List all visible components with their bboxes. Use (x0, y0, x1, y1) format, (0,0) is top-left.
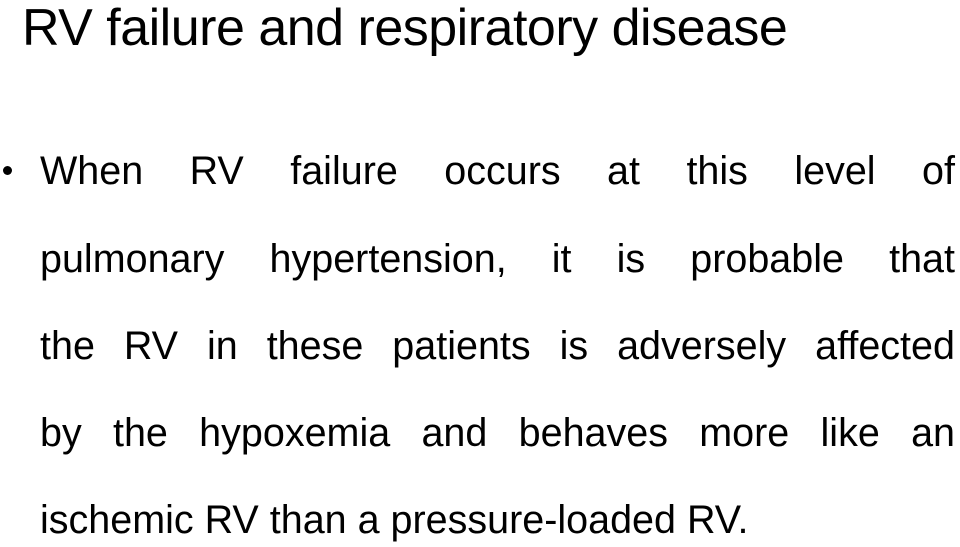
word: is (616, 237, 646, 281)
bullet-text-line-5: ischemic RV than a pressure-loaded RV. (40, 498, 749, 542)
bullet-text-line-1 (40, 148, 955, 194)
word: this (686, 149, 748, 193)
word: hypertension, (269, 237, 507, 281)
word: that (889, 237, 955, 281)
word: is (559, 324, 589, 368)
word: failure (290, 149, 398, 193)
word: affected (815, 324, 955, 368)
word: it (551, 237, 572, 281)
bullet-text-line-2 (40, 236, 955, 282)
word: hypoxemia (199, 411, 391, 455)
word: at (607, 149, 640, 193)
word: in (207, 324, 238, 368)
word: and (421, 411, 488, 455)
word: adversely (617, 324, 787, 368)
word: behaves (518, 411, 668, 455)
word: the (112, 411, 168, 455)
word: RV (123, 324, 179, 368)
word: by (40, 411, 82, 455)
word: level (794, 149, 876, 193)
word: like (820, 411, 880, 455)
word: pulmonary (40, 237, 225, 281)
word: RV (189, 149, 244, 193)
word: the (40, 324, 95, 368)
word: of (922, 149, 955, 193)
word: an (911, 411, 955, 455)
word: patients (392, 324, 531, 368)
word: occurs (444, 149, 561, 193)
bullet-text-line-3 (40, 323, 955, 369)
word: more (699, 411, 790, 455)
slide-title: RV failure and respiratory disease (22, 0, 788, 57)
word: When (40, 149, 144, 193)
bullet-dot-icon (3, 166, 12, 175)
word: these (266, 324, 364, 368)
word: probable (690, 237, 844, 281)
bullet-text-line-4 (40, 410, 955, 456)
